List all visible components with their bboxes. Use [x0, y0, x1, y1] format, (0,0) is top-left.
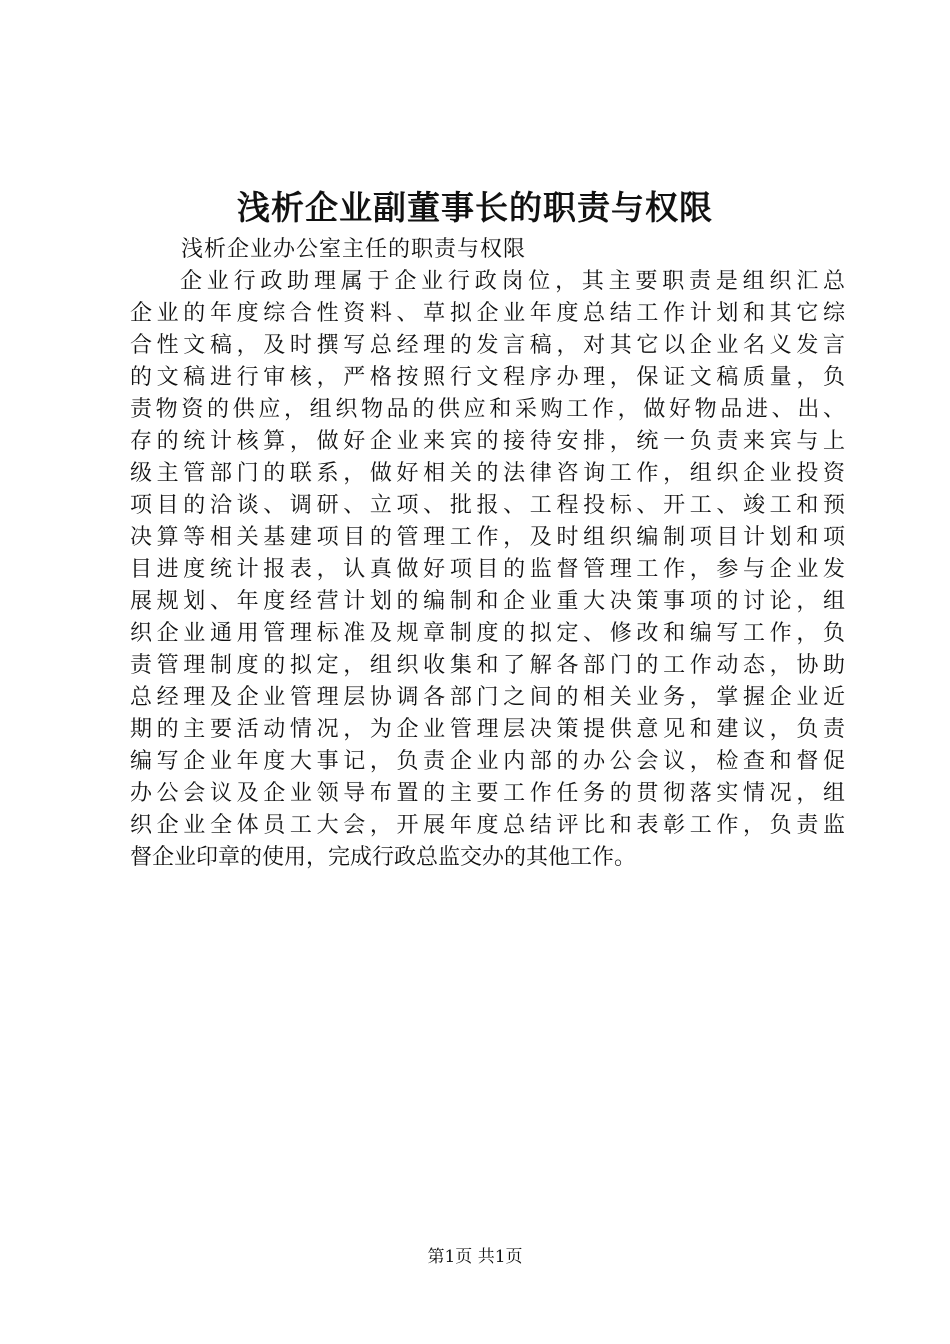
- paragraph-line: 决算等相关基建项目的管理工作，及时组织编制项目计划和项: [130, 525, 845, 550]
- paragraph-line: 企业的年度综合性资料、草拟企业年度总结工作计划和其它综: [130, 301, 845, 326]
- document-title: 浅析企业副董事长的职责与权限: [237, 188, 713, 227]
- paragraph-line: 展规划、年度经营计划的编制和企业重大决策事项的讨论，组: [130, 589, 845, 614]
- paragraph-line: 目进度统计报表，认真做好项目的监督管理工作，参与企业发: [130, 557, 845, 582]
- paragraph-line: 织企业通用管理标准及规章制度的拟定、修改和编写工作，负: [130, 621, 845, 646]
- paragraph-line: 的文稿进行审核，严格按照行文程序办理，保证文稿质量，负: [130, 365, 845, 390]
- body-paragraph: [130, 266, 845, 874]
- document-subtitle: 浅析企业办公室主任的职责与权限: [181, 237, 527, 262]
- paragraph-line: 合性文稿，及时撰写总经理的发言稿，对其它以企业名义发言: [130, 333, 845, 358]
- paragraph-line: 存的统计核算，做好企业来宾的接待安排，统一负责来宾与上: [130, 429, 845, 454]
- paragraph-line: 企业行政助理属于企业行政岗位，其主要职责是组织汇总: [180, 269, 845, 294]
- paragraph-line: 织企业全体员工大会，开展年度总结评比和表彰工作，负责监: [130, 813, 845, 838]
- page-footer: 第1页 共1页: [427, 1247, 523, 1267]
- paragraph-line: 级主管部门的联系，做好相关的法律咨询工作，组织企业投资: [130, 461, 845, 486]
- paragraph-line: 责管理制度的拟定，组织收集和了解各部门的工作动态，协助: [130, 653, 845, 678]
- paragraph-line: 办公会议及企业领导布置的主要工作任务的贯彻落实情况，组: [130, 781, 845, 806]
- paragraph-line: 责物资的供应，组织物品的供应和采购工作，做好物品进、出、: [130, 397, 845, 422]
- paragraph-line: 督企业印章的使用，完成行政总监交办的其他工作。: [130, 845, 637, 870]
- paragraph-line: 期的主要活动情况，为企业管理层决策提供意见和建议，负责: [130, 717, 845, 742]
- paragraph-line: 编写企业年度大事记，负责企业内部的办公会议，检查和督促: [130, 749, 845, 774]
- paragraph-line: 项目的洽谈、调研、立项、批报、工程投标、开工、竣工和预: [130, 493, 845, 518]
- paragraph-line: 总经理及企业管理层协调各部门之间的相关业务，掌握企业近: [130, 685, 845, 710]
